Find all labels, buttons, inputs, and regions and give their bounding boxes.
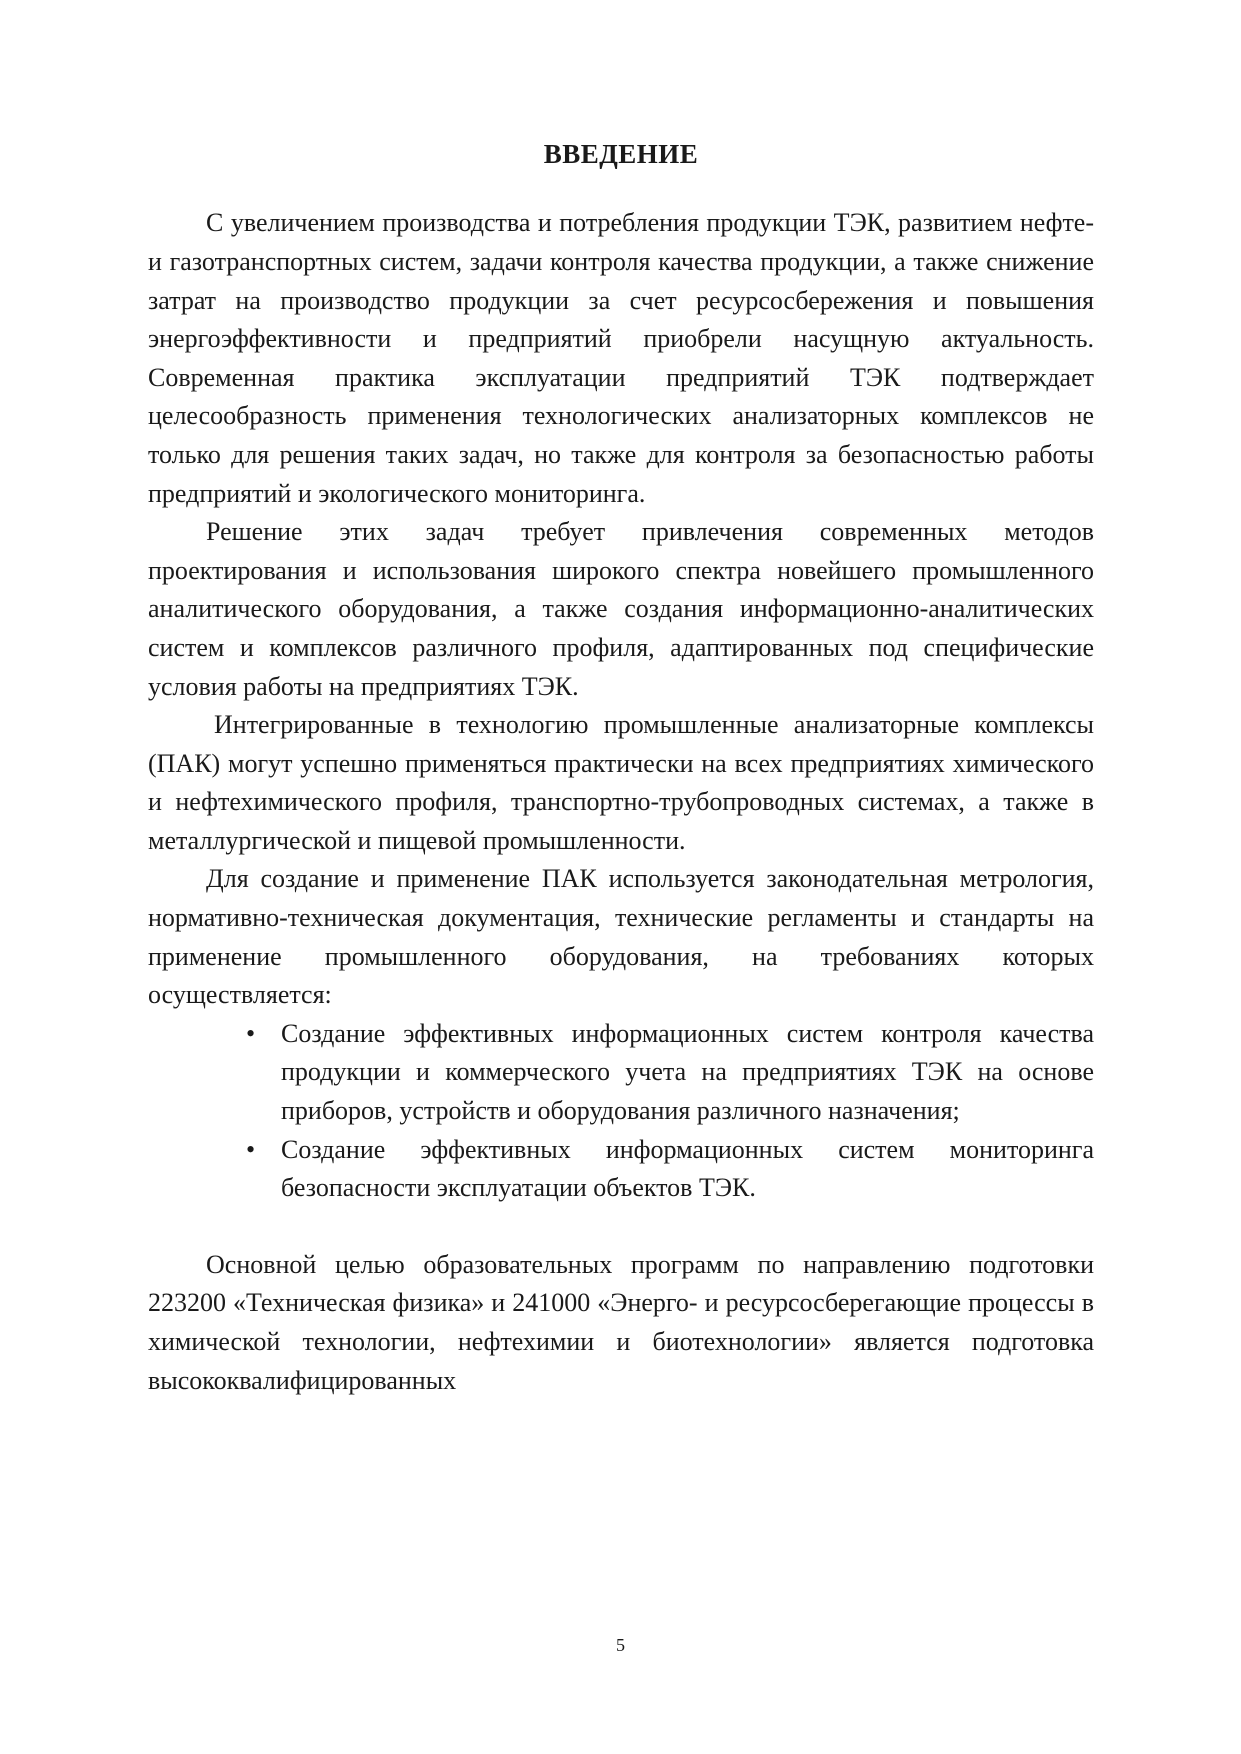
paragraph: Основной целью образовательных программ по направлению подготовки 223200 «Техническая физика» и 241000 «Энерго- и ресурсосберегающие процессы в химической технологии, нефтехимии и биотехнологии» является подготовка высококвалифицированных (148, 1249, 1094, 1395)
list-item (246, 1131, 1094, 1208)
bullet-icon: • (246, 1018, 256, 1048)
paragraph: Для создание и применение ПАК используется законодательная метрология, нормативно-техническая документация, технические регламенты и стандарты на применение промышленного оборудования, на требованиях которых осуществляется: (148, 864, 1094, 1010)
spacer (148, 1208, 1094, 1246)
bullet-icon: • (246, 1134, 256, 1164)
paragraph: Интегрированные в технологию промышленные анализаторные комплексы (ПАК) могут успешно применяться практически на всех предприятиях химического и нефтехимического профиля, транспортно-трубопроводных системах, а также в металлургической и пищевой промышленности. (148, 710, 1094, 855)
bullet-list (148, 1015, 1094, 1208)
page-title: ВВЕДЕНИЕ (543, 139, 699, 169)
document-page (148, 138, 1094, 1400)
list-item (246, 1015, 1094, 1131)
page-number: 5 (616, 1635, 625, 1655)
paragraph: Решение этих задач требует привлечения современных методов проектирования и использования широкого спектра новейшего промышленного аналитического оборудования, а также создания информационно-аналитических систем и комплексов различного профиля, адаптированных под специфические условия работы на предприятиях ТЭК. (148, 517, 1094, 701)
list-item-text: Создание эффективных информационных систем контроля качества продукции и коммерческого учета на предприятиях ТЭК на основе приборов, устройств и оборудования различного назначения; (281, 1018, 1094, 1126)
list-item-text: Создание эффективных информационных систем мониторинга безопасности эксплуатации объектов ТЭК. (281, 1134, 1094, 1203)
paragraph: С увеличением производства и потребления продукции ТЭК, развитием нефте- и газотранспортных систем, задачи контроля качества продукции, а также снижение затрат на производство продукции за счет ресурсосбережения и повышения энергоэффективности и предприятий приобрели насущную актуальность. Современная практика эксплуатации предприятий ТЭК подтверждает целесообразность применения технологических анализаторных комплексов не только для решения таких задач, но также для контроля за безопасностью работы предприятий и экологического мониторинга. (148, 208, 1094, 508)
